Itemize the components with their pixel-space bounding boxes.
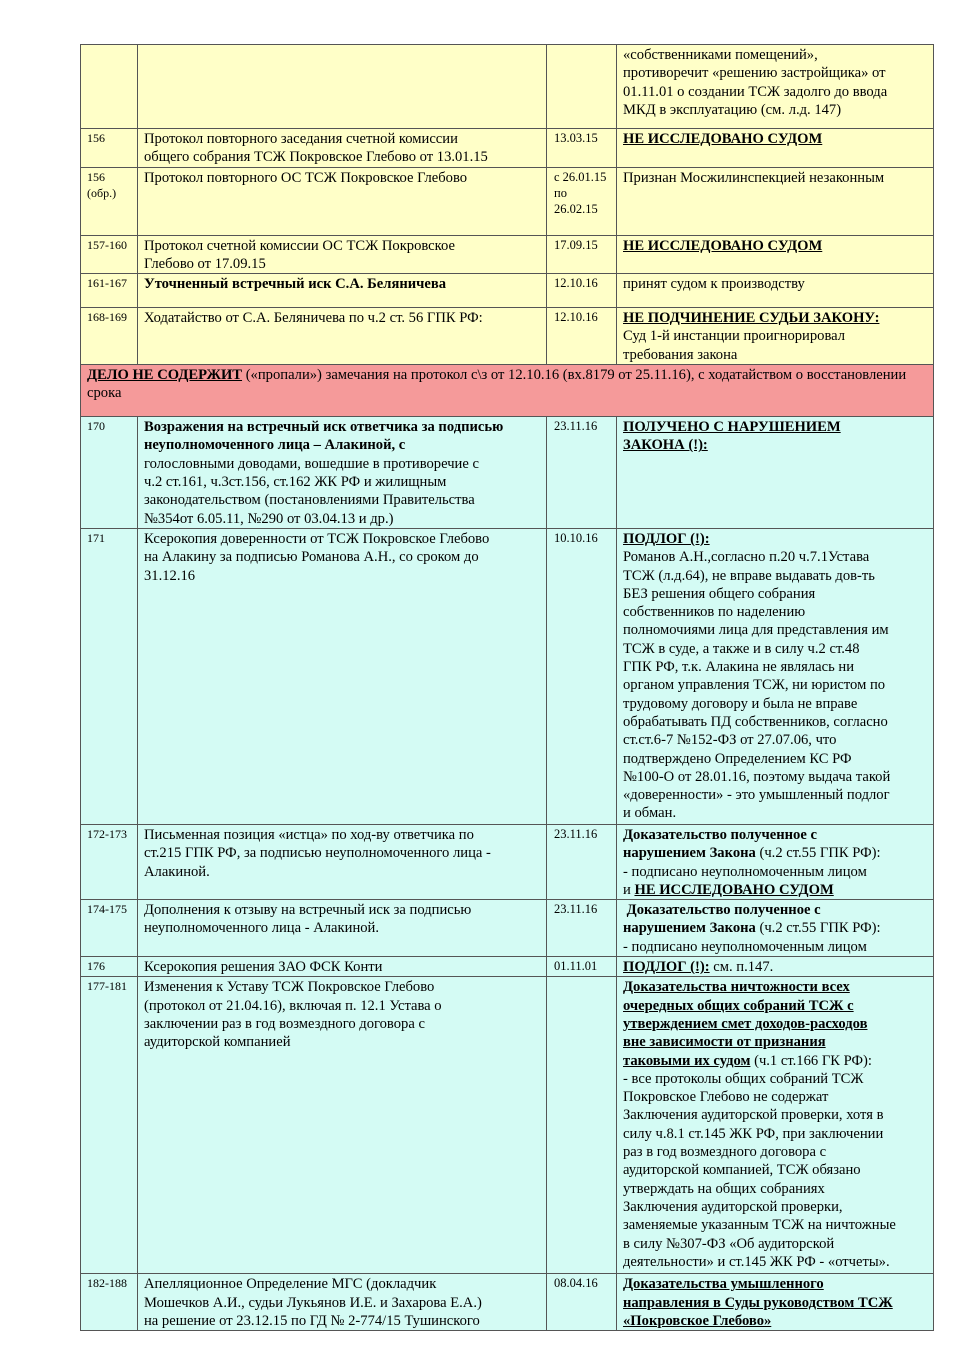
document-line: Ходатайство от С.А. Беляничева по ч.2 ст. 56 ГПК РФ: bbox=[144, 310, 483, 327]
note-line: 01.11.01 о создании ТСЖ задолго до ввода bbox=[623, 83, 888, 100]
evidence-table bbox=[80, 44, 934, 1331]
document-line: (протокол от 21.04.16), включая п. 12.1 Устава о bbox=[144, 997, 442, 1014]
note-line: органом управления ТСЖ, ни юристом по bbox=[623, 677, 886, 694]
document-line: Письменная позиция «истца» по ход-ву ответчика по bbox=[144, 826, 474, 843]
note-line: ТСЖ в суде, а также и в силу ч.2 ст.48 bbox=[623, 640, 860, 657]
table-row bbox=[81, 45, 934, 129]
table-row bbox=[81, 824, 934, 899]
document-cell bbox=[138, 528, 547, 824]
banner-text: («пропали») замечания на протокол с\з от 12.10.16 (вх.8179 от 25.11.16), с ходатайством о восстановлении срока bbox=[87, 367, 907, 402]
note-cell bbox=[617, 900, 934, 957]
note-text: (ч.2 ст.55 ГПК РФ): bbox=[755, 845, 881, 862]
note-cell bbox=[617, 417, 934, 529]
note-cell bbox=[617, 274, 934, 308]
note-line: - подписано неуполномоченным лицом bbox=[623, 863, 867, 880]
row-number: 176 bbox=[81, 957, 138, 977]
note-cell bbox=[617, 45, 934, 129]
note-heading: направления в Суды руководством ТСЖ bbox=[623, 1294, 893, 1311]
note-line: противоречит «решению застройщика» от bbox=[623, 65, 886, 82]
note-line: ТСЖ (л.д.64), не вправе выдавать дов-ть bbox=[623, 567, 875, 584]
note-cell bbox=[617, 528, 934, 824]
document-line: №354от 6.05.11, №290 от 03.04.13 и др.) bbox=[144, 510, 394, 527]
document-cell bbox=[138, 824, 547, 899]
note-line: полномочиями лица для представления им bbox=[623, 622, 889, 639]
row-number: 156 bbox=[81, 129, 138, 168]
table-row bbox=[81, 528, 934, 824]
note-line: деятельности» и ст.145 ЖК РФ - «отчеты». bbox=[623, 1253, 890, 1270]
note-line: Заключения аудиторской проверки, хотя в bbox=[623, 1107, 884, 1124]
document-line: законодательством (постановлениями Правительства bbox=[144, 492, 475, 509]
document-line: 31.12.16 bbox=[144, 567, 196, 584]
row-number: 172-173 bbox=[81, 824, 138, 899]
note-line: - все протоколы общих собраний ТСЖ bbox=[623, 1070, 864, 1087]
table-row bbox=[81, 900, 934, 957]
note-line: раз в год возмездного договора с bbox=[623, 1144, 827, 1161]
document-heading: Уточненный встречный иск С.А. Беляничева bbox=[144, 276, 447, 293]
date-cell: 23.11.16 bbox=[547, 824, 617, 899]
date-cell bbox=[547, 45, 617, 129]
document-line: Дополнения к отзыву на встречный иск за подписью bbox=[144, 902, 472, 919]
note-line: «доверенности» - это умышленный подлог bbox=[623, 787, 890, 804]
table-row bbox=[81, 977, 934, 1274]
note-heading: Доказательство полученное с bbox=[623, 902, 821, 919]
table-row bbox=[81, 167, 934, 235]
note-line: аудиторской компанией, ТСЖ обязано bbox=[623, 1162, 861, 1179]
note-line: Заключения аудиторской проверки, bbox=[623, 1198, 843, 1215]
document-line: Апелляционное Определение МГС (докладчик bbox=[144, 1276, 437, 1293]
note-line: утверждать на общих собраниях bbox=[623, 1180, 825, 1197]
note-heading: НЕ ИССЛЕДОВАНО СУДОМ bbox=[623, 131, 823, 147]
note-heading: НЕ ПОДЧИНЕНИЕ СУДЬИ ЗАКОНУ: bbox=[623, 310, 880, 327]
note-line: Признан Мосжилинспекцией незаконным bbox=[623, 169, 885, 186]
date-cell: 12.10.16 bbox=[547, 308, 617, 365]
date-cell: 01.11.01 bbox=[547, 957, 617, 977]
document-line: голословными доводами, вошедшие в противоречие с bbox=[144, 455, 479, 472]
document-cell bbox=[138, 45, 547, 129]
document-cell bbox=[138, 308, 547, 365]
date-cell: 17.09.15 bbox=[547, 235, 617, 274]
document-line: Протокол счетной комиссии ОС ТСЖ Покровское bbox=[144, 237, 455, 254]
document-line: Изменения к Уставу ТСЖ Покровское Глебово bbox=[144, 979, 435, 996]
document-line: ч.2 ст.161, ч.3ст.156, ст.162 ЖК РФ и жилищным bbox=[144, 474, 447, 491]
document-line: Ксерокопия доверенности от ТСЖ Покровское Глебово bbox=[144, 530, 490, 547]
note-cell bbox=[617, 957, 934, 977]
note-line: ст.ст.6-7 №152-ФЗ от 27.07.06, что bbox=[623, 732, 837, 749]
document-line: аудиторской компанией bbox=[144, 1034, 291, 1051]
note-heading: нарушением Закона bbox=[623, 845, 756, 862]
note-text: (ч.2 ст.55 ГПК РФ): bbox=[755, 920, 881, 937]
note-line: №100-О от 28.01.16, поэтому выдача такой bbox=[623, 768, 891, 785]
note-heading: таковыми их судом bbox=[623, 1052, 751, 1069]
note-cell bbox=[617, 824, 934, 899]
note-cell bbox=[617, 167, 934, 235]
note-line: собственников по наделению bbox=[623, 604, 806, 621]
row-number: 156 (обр.) bbox=[81, 167, 138, 235]
document-line: Алакиной. bbox=[144, 863, 210, 880]
document-line: Мошечков А.И., судьи Лукьянов И.Е. и Захарова Е.А.) bbox=[144, 1294, 482, 1311]
table-row bbox=[81, 365, 934, 417]
row-number: 168-169 bbox=[81, 308, 138, 365]
note-cell bbox=[617, 129, 934, 168]
date-cell: с 26.01.15 по 26.02.15 bbox=[547, 167, 617, 235]
table-row bbox=[81, 308, 934, 365]
row-number: 174-175 bbox=[81, 900, 138, 957]
note-line: Покровское Глебово не содержат bbox=[623, 1089, 829, 1106]
row-number: 170 bbox=[81, 417, 138, 529]
table-row bbox=[81, 129, 934, 168]
row-number: 182-188 bbox=[81, 1274, 138, 1331]
note-cell bbox=[617, 308, 934, 365]
document-cell bbox=[138, 900, 547, 957]
table-row bbox=[81, 235, 934, 274]
note-heading: Доказательства ничтожности всех bbox=[623, 979, 850, 996]
document-cell bbox=[138, 235, 547, 274]
row-number: 157-160 bbox=[81, 235, 138, 274]
banner-heading: ДЕЛО НЕ СОДЕРЖИТ bbox=[87, 367, 243, 384]
date-cell bbox=[547, 977, 617, 1274]
note-heading: очередных общих собраний ТСЖ с bbox=[623, 997, 854, 1014]
document-cell bbox=[138, 977, 547, 1274]
note-heading: нарушением Закона bbox=[623, 920, 756, 937]
row-number: 177-181 bbox=[81, 977, 138, 1274]
note-line: «собственниками помещений», bbox=[623, 47, 818, 63]
note-cell bbox=[617, 977, 934, 1274]
document-line: Ксерокопия решения ЗАО ФСК Конти bbox=[144, 959, 383, 976]
date-cell: 13.03.15 bbox=[547, 129, 617, 168]
note-line: обрабатывать ПД собственников, согласно bbox=[623, 713, 888, 730]
date-cell: 23.11.16 bbox=[547, 417, 617, 529]
note-line: и обман. bbox=[623, 805, 677, 822]
document-line: Протокол повторного ОС ТСЖ Покровское Глебово bbox=[144, 169, 468, 186]
note-cell bbox=[617, 235, 934, 274]
document-line: неуполномоченного лица - Алакиной. bbox=[144, 920, 380, 937]
document-line: заключении раз в год возмездного договора с bbox=[144, 1015, 425, 1032]
note-text: и bbox=[623, 881, 635, 898]
row-number: 161-167 bbox=[81, 274, 138, 308]
note-text: см. п.147. bbox=[709, 959, 774, 976]
note-heading: Доказательство полученное с bbox=[623, 826, 817, 843]
note-line: - подписано неуполномоченным лицом bbox=[623, 938, 867, 955]
note-heading: НЕ ИССЛЕДОВАНО СУДОМ bbox=[634, 881, 834, 898]
note-line: заменяемые указанным ТСЖ на ничтожные bbox=[623, 1217, 896, 1234]
document-heading: Возражения на встречный иск ответчика за подписью неуполномоченного лица – Алакиной, с bbox=[144, 419, 504, 454]
note-line: ГПК РФ, т.к. Алакина не являлась ни bbox=[623, 659, 855, 676]
date-cell: 10.10.16 bbox=[547, 528, 617, 824]
missing-documents-banner bbox=[81, 365, 934, 417]
note-line: подтверждено Определением КС РФ bbox=[623, 750, 852, 767]
note-line: Романов А.Н.,согласно п.20 ч.7.1Устава bbox=[623, 549, 870, 566]
note-heading: вне зависимости от признания bbox=[623, 1034, 826, 1051]
date-cell: 23.11.16 bbox=[547, 900, 617, 957]
table-row bbox=[81, 1274, 934, 1331]
document-cell bbox=[138, 129, 547, 168]
note-line: МКД в эксплуатацию (см. л.д. 147) bbox=[623, 101, 842, 118]
note-heading: Доказательства умышленного bbox=[623, 1276, 824, 1293]
note-cell bbox=[617, 1274, 934, 1331]
row-number: 171 bbox=[81, 528, 138, 824]
document-line: Протокол повторного заседания счетной комиссии bbox=[144, 131, 458, 147]
document-cell bbox=[138, 1274, 547, 1331]
row-number bbox=[81, 45, 138, 129]
table-row bbox=[81, 417, 934, 529]
note-heading: утверждением смет доходов-расходов bbox=[623, 1015, 868, 1032]
note-line: БЕЗ решения общего собрания bbox=[623, 585, 816, 602]
document-line: на Алакину за подписью Романова А.Н., со сроком до bbox=[144, 549, 479, 566]
document-line: Глебово от 17.09.15 bbox=[144, 255, 266, 272]
document-line: общего собрания ТСЖ Покровское Глебово от 13.01.15 bbox=[144, 149, 488, 166]
document-line: на решение от 23.12.15 по ГД № 2-774/15 Тушинского bbox=[144, 1312, 480, 1329]
date-cell: 08.04.16 bbox=[547, 1274, 617, 1331]
note-line: требования закона bbox=[623, 346, 738, 363]
note-heading: ПОЛУЧЕНО С НАРУШЕНИЕМ ЗАКОНА (!): bbox=[623, 419, 841, 454]
document-cell bbox=[138, 957, 547, 977]
note-heading: ПОДЛОГ (!): bbox=[623, 530, 710, 547]
document-cell bbox=[138, 167, 547, 235]
note-text: (ч.1 ст.166 ГК РФ): bbox=[750, 1052, 872, 1069]
note-heading: ПОДЛОГ (!): bbox=[623, 959, 710, 976]
document-cell bbox=[138, 274, 547, 308]
note-line: в силу №307-ФЗ «Об аудиторской bbox=[623, 1235, 835, 1252]
table-row bbox=[81, 957, 934, 977]
note-line: силу ч.8.1 ст.145 ЖК РФ, при заключении bbox=[623, 1125, 884, 1142]
document-cell bbox=[138, 417, 547, 529]
note-line: трудовому договору и была не вправе bbox=[623, 695, 858, 712]
note-line: принят судом к производству bbox=[623, 276, 805, 293]
table-row bbox=[81, 274, 934, 308]
document-line: ст.215 ГПК РФ, за подписью неуполномоченного лица - bbox=[144, 845, 491, 862]
note-line: Суд 1-й инстанции проигнорировал bbox=[623, 328, 846, 345]
date-cell: 12.10.16 bbox=[547, 274, 617, 308]
note-heading: «Покровское Глебово» bbox=[623, 1312, 772, 1329]
note-heading: НЕ ИССЛЕДОВАНО СУДОМ bbox=[623, 237, 823, 254]
